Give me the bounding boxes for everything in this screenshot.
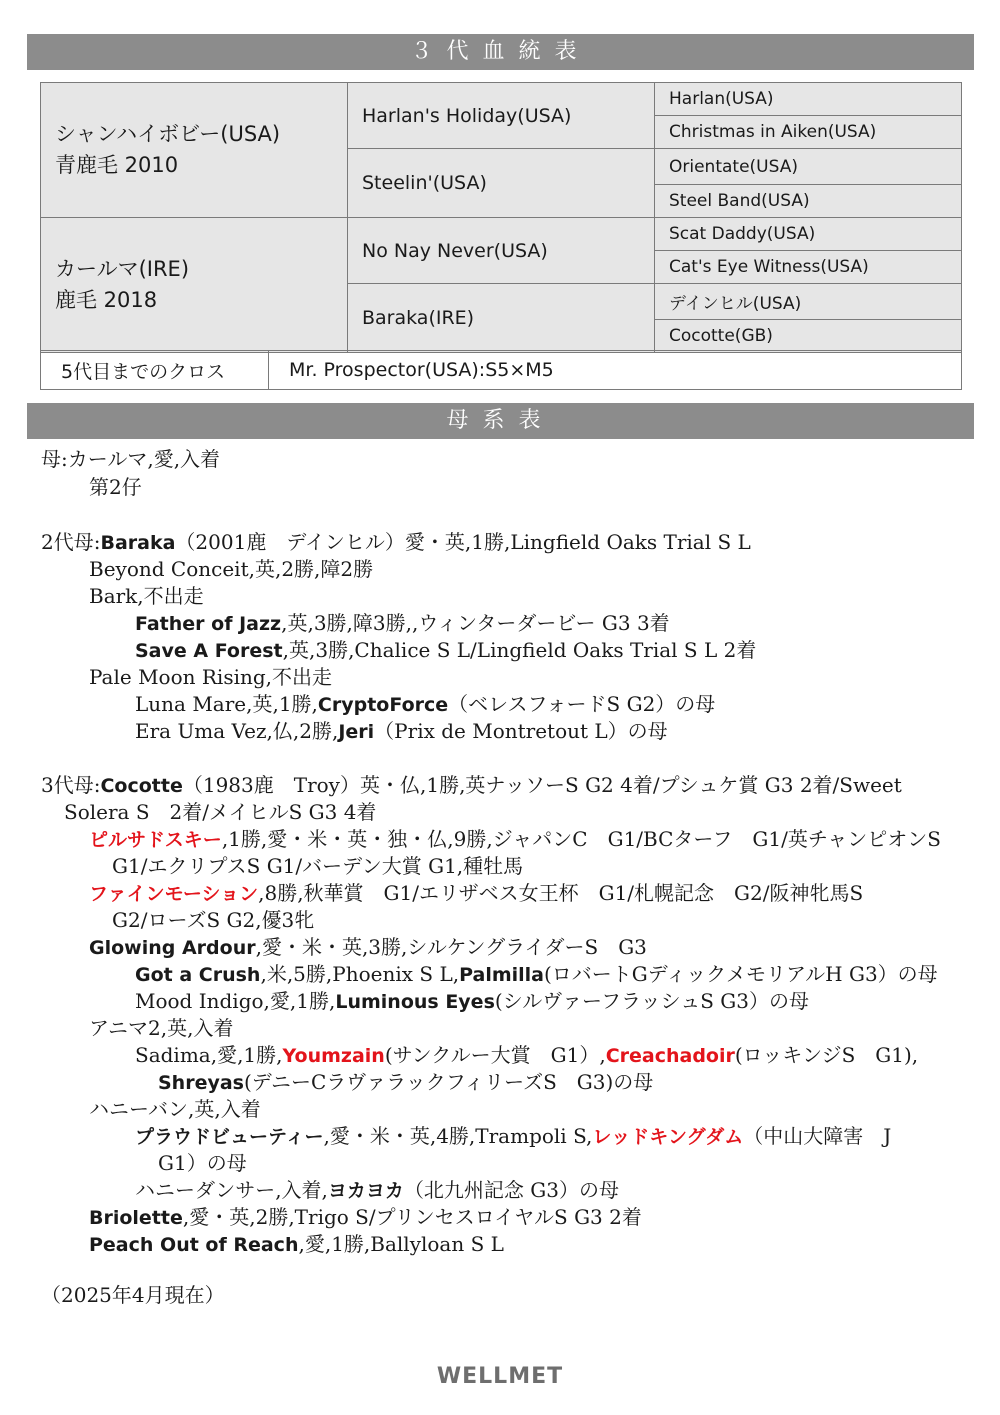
- family-line: G2/ローズS G2,優3牝: [112, 908, 315, 932]
- horse-name-bold: CryptoForce: [317, 694, 449, 716]
- dam-sire: No Nay Never(USA): [348, 218, 655, 284]
- family-text: Sadima,愛,1勝,: [135, 1043, 283, 1067]
- family-text: ,英,3勝,障3勝,,ウィンターダービー G3 3着: [281, 611, 670, 635]
- family-text: （2001鹿 デインヒル）愛・英,1勝,Lingfield Oaks Trial S L: [175, 530, 751, 554]
- family-header: 母系表: [27, 403, 974, 439]
- horse-name-red: ピルサドスキー: [89, 829, 222, 851]
- family-line: [135, 1123, 891, 1150]
- horse-name-bold: ヨカヨカ: [327, 1180, 404, 1202]
- pedigree-header: ３代血統表: [27, 34, 974, 70]
- horse-name-bold: Glowing Ardour: [89, 937, 256, 959]
- horse-name-bold: Father of Jazz: [135, 613, 282, 635]
- family-line: G1/エクリプスS G1/バーデン大賞 G1,種牡馬: [112, 854, 524, 878]
- family-line: ハニーバン,英,入着: [89, 1097, 261, 1121]
- family-line: [135, 637, 756, 664]
- family-text: （北九州記念 G3）の母: [403, 1178, 619, 1202]
- cross-table: [40, 350, 962, 390]
- family-line: 母:カールマ,愛,入着: [41, 447, 221, 471]
- dam-sire-sire: Scat Daddy(USA): [655, 218, 962, 251]
- horse-name-bold: Luminous Eyes: [335, 991, 495, 1013]
- sire-sire: Harlan's Holiday(USA): [348, 83, 655, 149]
- horse-name-bold: Cocotte: [100, 775, 183, 797]
- horse-name-bold: プラウドビューティー: [135, 1126, 324, 1148]
- horse-name-red: レッドキングダム: [592, 1126, 744, 1148]
- horse-name-bold: Peach Out of Reach: [89, 1234, 299, 1256]
- family-line: [41, 772, 902, 799]
- dam-dam: Baraka(IRE): [348, 284, 655, 353]
- wellmet-logo: WELLMET: [436, 1364, 564, 1389]
- sire-dam-dam: Steel Band(USA): [655, 185, 962, 218]
- family-line: Pale Moon Rising,不出走: [89, 665, 333, 689]
- family-line: Bark,不出走: [89, 584, 204, 608]
- dam-cell: [41, 218, 348, 353]
- cross-value: Mr. Prospector(USA):S5×M5: [269, 351, 962, 390]
- family-line: Solera S 2着/メイヒルS G3 4着: [64, 800, 377, 824]
- pedigree-table: [40, 82, 962, 353]
- family-text: （Prix de Montretout L）の母: [374, 719, 668, 743]
- family-line: [89, 826, 941, 853]
- sire-cell: [41, 83, 348, 218]
- family-text: ,愛・米・英,3勝,シルケングライダーS G3: [255, 935, 647, 959]
- family-text: (ロバートGディックメモリアルH G3）の母: [544, 962, 938, 986]
- family-text: Era Uma Vez,仏,2勝,: [135, 719, 339, 743]
- family-text: 2代母:: [41, 530, 101, 554]
- family-text: ,米,5勝,Phoenix S L,: [260, 962, 460, 986]
- family-line: [135, 1042, 918, 1069]
- dam-info: 鹿毛 2018: [55, 288, 158, 312]
- family-text: ,愛・英,2勝,Trigo S/プリンセスロイヤルS G3 2着: [182, 1205, 642, 1229]
- horse-name-red: Creachadoir: [605, 1045, 735, 1067]
- family-line: [135, 988, 809, 1015]
- family-line: 第2仔: [89, 475, 142, 499]
- dam-dam-sire: デインヒル(USA): [655, 284, 962, 320]
- dam-sire-dam: Cat's Eye Witness(USA): [655, 251, 962, 284]
- family-text: Luna Mare,英,1勝,: [135, 692, 318, 716]
- family-text: ,英,3勝,Chalice S L/Lingfield Oaks Trial S L 2着: [282, 638, 757, 662]
- horse-name-bold: Jeri: [338, 721, 375, 743]
- horse-name-bold: Baraka: [100, 532, 176, 554]
- family-text: （1983鹿 Troy）英・仏,1勝,英ナッソーS G2 4着/プシュケ賞 G3 2着/Sweet: [182, 773, 902, 797]
- family-line: [89, 1231, 504, 1258]
- sire-sire-dam: Christmas in Aiken(USA): [655, 116, 962, 149]
- family-line: [41, 529, 751, 556]
- family-text: （ベレスフォードS G2）の母: [448, 692, 716, 716]
- family-line: [135, 718, 668, 745]
- sire-dam: Steelin'(USA): [348, 149, 655, 218]
- family-text: ,愛,1勝,Ballyloan S L: [298, 1232, 504, 1256]
- family-line: [89, 1204, 642, 1231]
- family-text: (デニーCラヴァラックフィリーズS G3)の母: [243, 1070, 654, 1094]
- dam-dam-dam: Cocotte(GB): [655, 320, 962, 353]
- family-text: （中山大障害 J: [743, 1124, 892, 1148]
- horse-name-bold: Palmilla: [459, 964, 544, 986]
- family-text: Mood Indigo,愛,1勝,: [135, 989, 336, 1013]
- sire-info: 青鹿毛 2010: [55, 153, 179, 177]
- family-text: ,1勝,愛・米・英・独・仏,9勝,ジャパンC G1/BCターフ G1/英チャンピオンS: [221, 827, 941, 851]
- family-line: [135, 961, 938, 988]
- family-line: [135, 610, 670, 637]
- horse-name-bold: Shreyas: [158, 1072, 244, 1094]
- horse-name-red: Youmzain: [282, 1045, 385, 1067]
- family-text: ハニーダンサー,入着,: [135, 1178, 328, 1202]
- horse-name-bold: Got a Crush: [135, 964, 261, 986]
- family-text: ,8勝,秋華賞 G1/エリザベス女王杯 G1/札幌記念 G2/阪神牝馬S: [258, 881, 864, 905]
- family-text: 3代母:: [41, 773, 101, 797]
- family-line: Beyond Conceit,英,2勝,障2勝: [89, 557, 374, 581]
- cross-label: 5代目までのクロス: [41, 351, 269, 390]
- dam-name: カールマ(IRE): [55, 257, 190, 281]
- horse-name-red: ファインモーション: [89, 883, 259, 905]
- horse-name-bold: Briolette: [89, 1207, 183, 1229]
- sire-name: シャンハイボビー(USA): [55, 122, 281, 146]
- family-text: ,愛・米・英,4勝,Trampoli S,: [323, 1124, 593, 1148]
- horse-name-bold: Save A Forest: [135, 640, 283, 662]
- sire-sire-sire: Harlan(USA): [655, 83, 962, 116]
- sire-dam-sire: Orientate(USA): [655, 149, 962, 185]
- family-text: (シルヴァーフラッシュS G3）の母: [494, 989, 809, 1013]
- family-line: [135, 1177, 619, 1204]
- family-line: アニマ2,英,入着: [89, 1016, 234, 1040]
- family-line: [89, 934, 647, 961]
- as-of-date: （2025年4月現在）: [41, 1283, 225, 1307]
- family-line: [135, 691, 715, 718]
- family-line: [158, 1069, 653, 1096]
- family-text: (サンクルー大賞 G1）,: [384, 1043, 606, 1067]
- family-line: G1）の母: [158, 1151, 247, 1175]
- family-line: [89, 880, 863, 907]
- family-text: (ロッキンジS G1),: [734, 1043, 919, 1067]
